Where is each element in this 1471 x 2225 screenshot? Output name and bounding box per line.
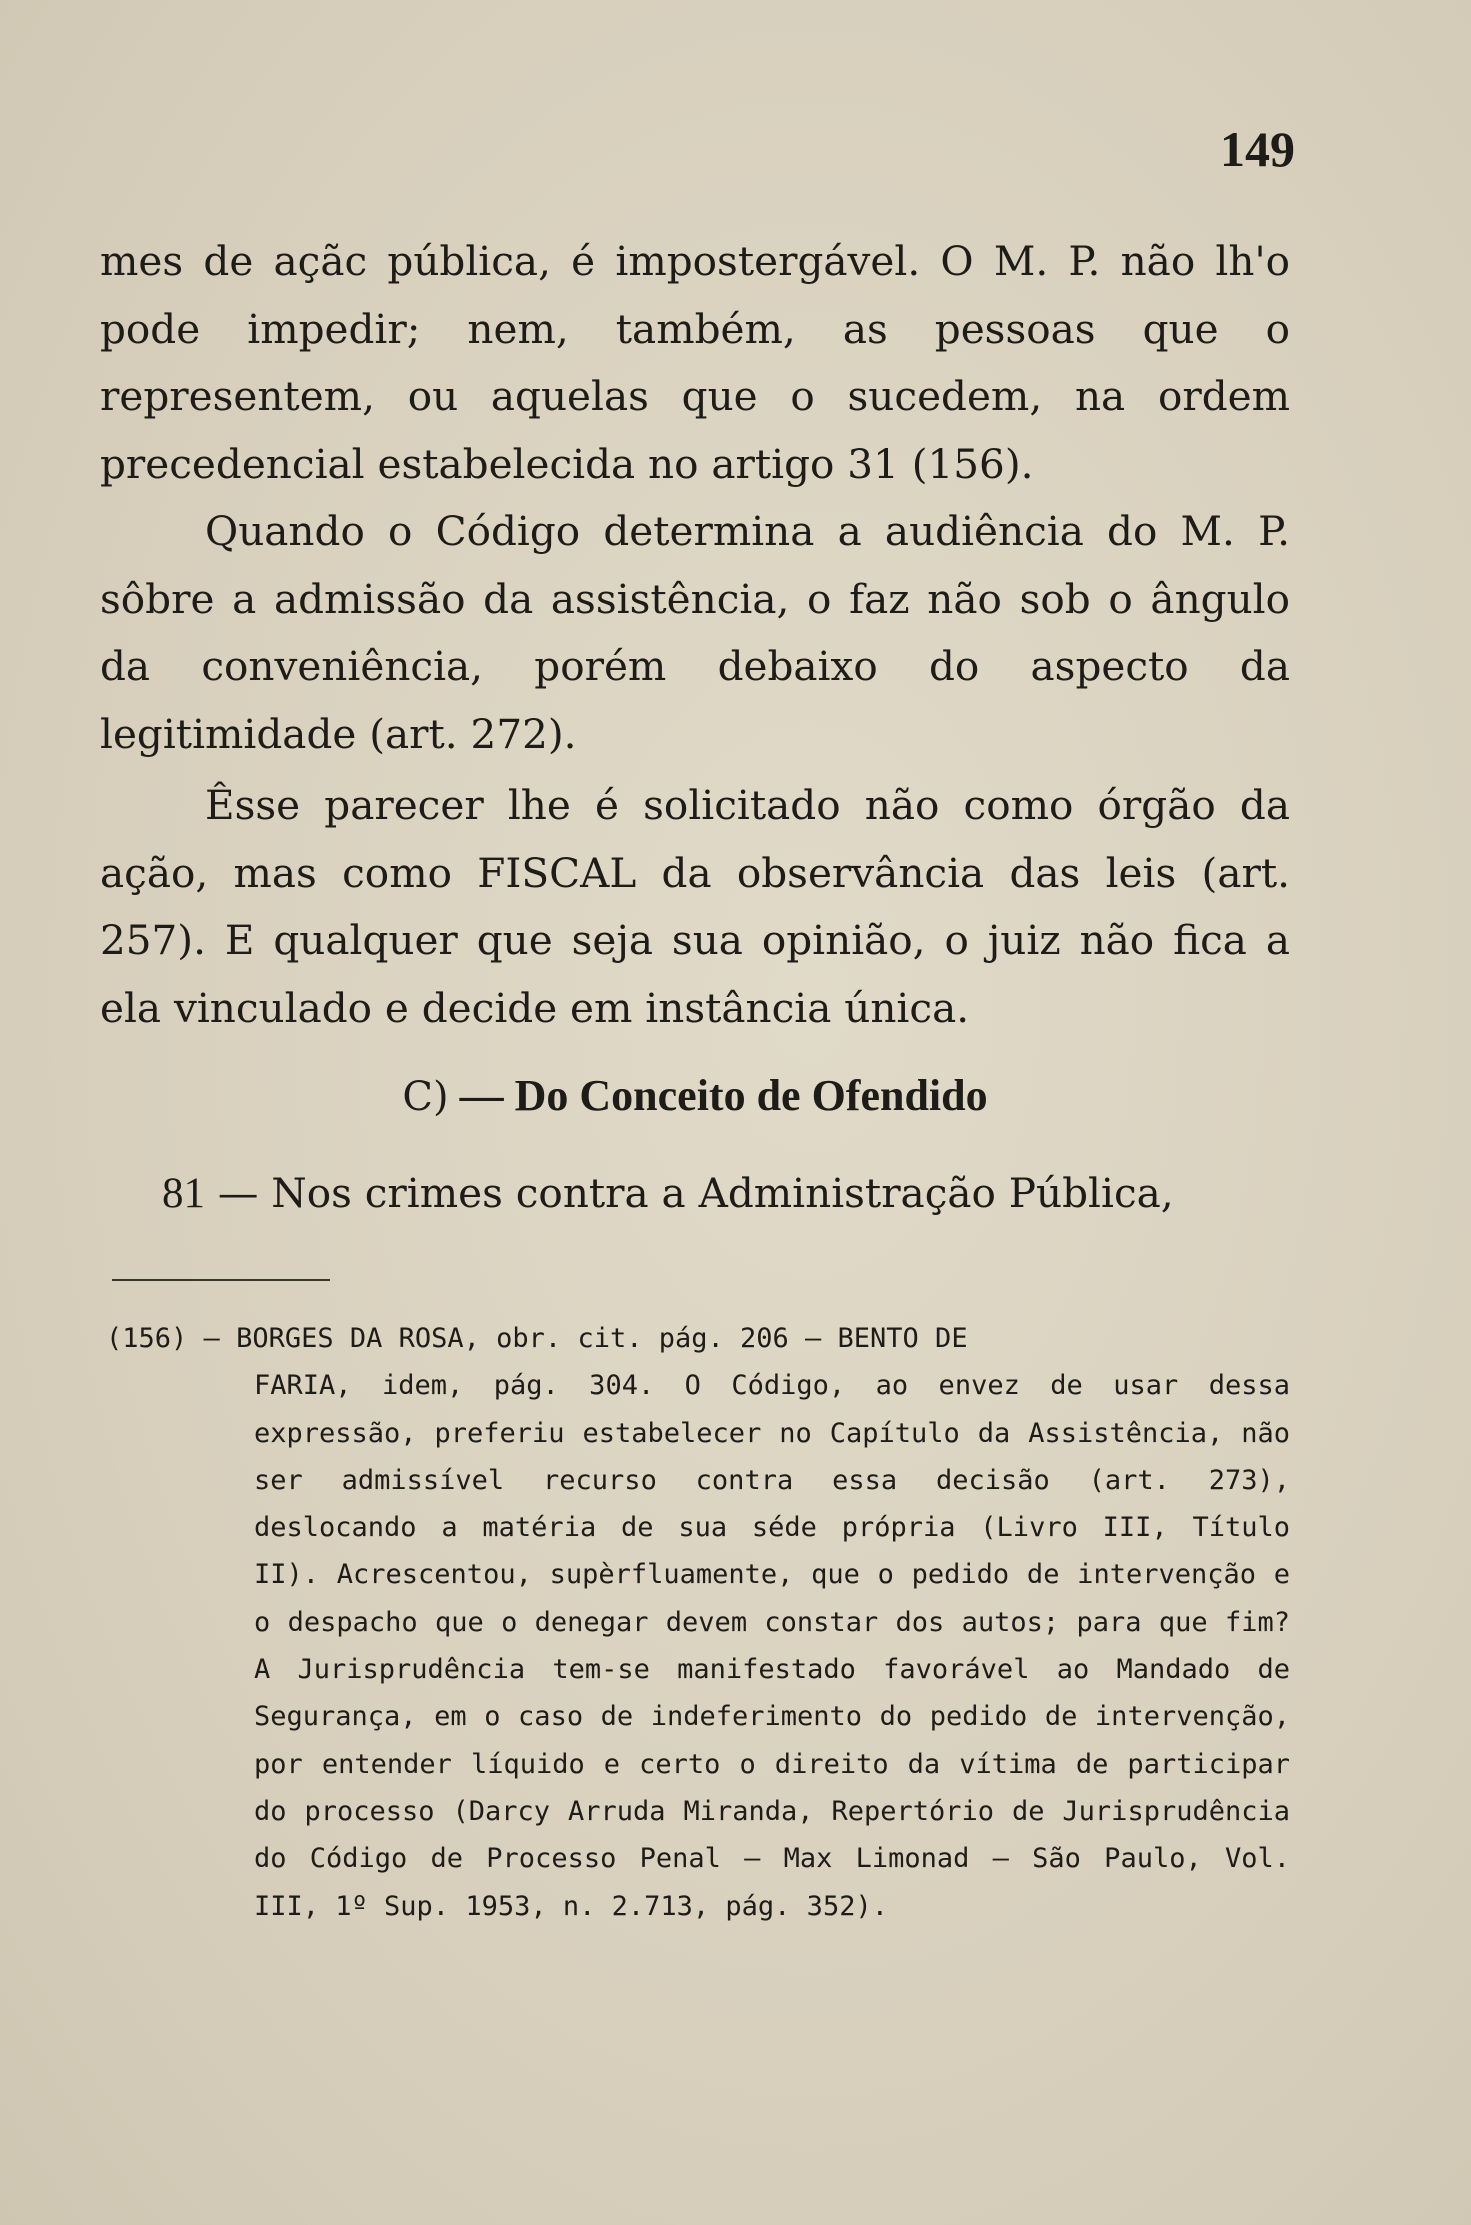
paragraph-audiencia: Quando o Código determina a audiência do M. P. sôbre a admissão da assistência, o faz não sob o ângulo da conveniência, porém debaixo do aspecto da legitimidade (art. 272). [100, 507, 1290, 758]
footnote-first-line [106, 1315, 1290, 1362]
item-text: Nos crimes contra a Administração Pública, [271, 1169, 1174, 1217]
footnote-separator [112, 1279, 330, 1281]
section-title: Do Conceito de Ofendido [514, 1071, 988, 1120]
section-dash: — [459, 1071, 504, 1120]
paragraph-continuation: mes de açãc pública, é impostergável. O M. P. não lh'o pode impedir; nem, também, as pessoas que o representem, ou aquelas que o sucedem, na ordem precedencial estabelecida no artigo 31 (156). [100, 237, 1290, 488]
section-heading [100, 1066, 1290, 1127]
footnote-marker: (156) [106, 1323, 188, 1354]
footnote [106, 1315, 1290, 1930]
footnote-body: FARIA, idem, pág. 304. O Código, ao envez de usar dessa expressão, preferiu estabelecer no Capítulo da Assistência, não ser admissível recurso contra essa decisão (art. 273), deslocando a matéria de sua séde própria (Livro III, Título II). Acrescentou, supèrfluamente, que o pedido de intervenção e o despacho que o denegar devem constar dos autos; para que fim? A Jurisprudência tem-se manifestado favorável ao Mandado de Segurança, em o caso de indeferimento do pedido de intervenção, por entender líquido e certo o direito da vítima de participar do processo (Darcy Arruda Miranda, Repertório de Jurisprudência do Código de Processo Penal — Max Limonad — São Paulo, Vol. III, 1º Sup. 1953, n. 2.713, pág. 352). [254, 1370, 1290, 1922]
page-number: 149 [1220, 121, 1295, 177]
main-text [100, 228, 1290, 1224]
footnote-dash: — [203, 1323, 220, 1354]
paragraph-parecer: Êsse parecer lhe é solicitado não como órgão da ação, mas como FISCAL da observância das leis (art. 257). E qualquer que seja sua opinião, o juiz não fica a ela vinculado e decide em instância única. [100, 781, 1290, 1032]
item-number: 81 [162, 1170, 205, 1217]
footnote-first-text: BORGES DA ROSA, obr. cit. pág. 206 — BENTO DE [236, 1323, 968, 1354]
section-letter: C) [402, 1074, 449, 1120]
item-dash: — [217, 1169, 259, 1217]
section-first-line [100, 1163, 1290, 1224]
